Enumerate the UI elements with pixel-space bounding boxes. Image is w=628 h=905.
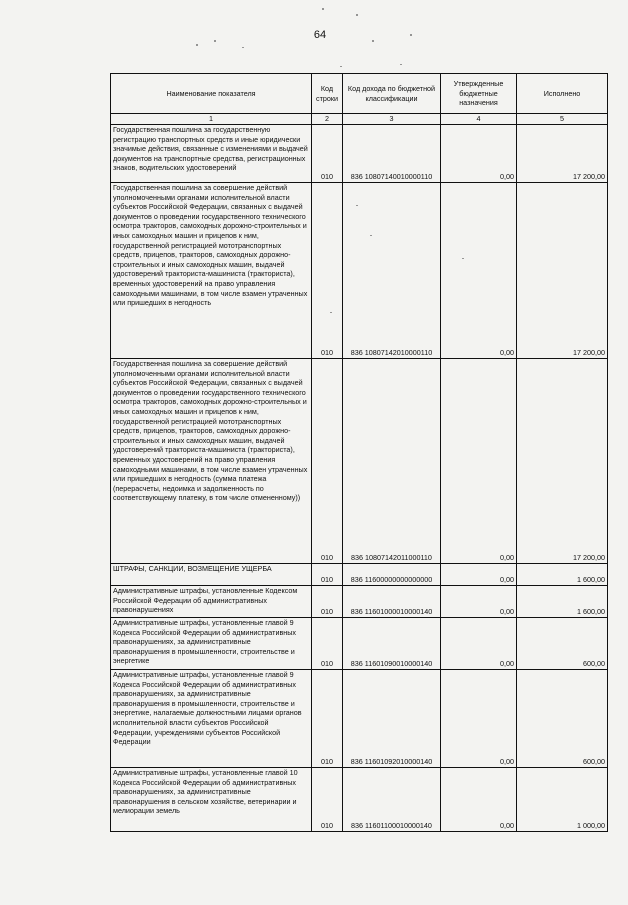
row-name: Государственная пошлина за совершение действий уполномоченными органами исполнительной власти субъектов Российской Федерации, связанных с выдачей документов о проведении государственного технического осмотра тракторов, самоходных дорожно-строительных и иных самоходных машин и прицепов к ним, государственной регистрацией мототранспортных средств, прицепов, тракторов, самоходных дорожно-строительных и иных самоходных машин, выдачей удостоверений тракториста-машиниста (тракториста), временных удостоверений на право управления самоходными машинами, в том числе взамен утраченных или пришедших в негодность — [111, 183, 312, 359]
row-code: 010 — [312, 670, 343, 768]
row-kbk: 836 10807140010000110 — [343, 125, 441, 183]
row-name: Государственная пошлина за совершение действий уполномоченными органами исполнительной власти субъектов Российской Федерации, связанных с выдачей документов о проведении государственного технического осмотра тракторов, самоходных дорожно-строительных и иных самоходных машин и прицепов к ним, государственной регистрацией мототранспортных средств, прицепов, тракторов, самоходных дорожно-строительных и иных самоходных машин, выдачей удостоверений тракториста-машиниста (тракториста), временных удостоверений на право управления самоходными машинами, в том числе взамен утраченных или пришедших в негодность (сумма платежа (перерасчеты, недоимка и задолженность по соответствующему платежу, в том числе отмененному)) — [111, 359, 312, 564]
table-row — [111, 586, 608, 618]
row-code: 010 — [312, 183, 343, 359]
row-plan: 0,00 — [441, 359, 517, 564]
column-number: 2 — [312, 114, 343, 125]
row-code: 010 — [312, 586, 343, 618]
row-name: Административные штрафы, установленные главой 10 Кодекса Российской Федерации об административных правонарушениях, за административные правонарушения в сельском хозяйстве, ветеринарии и мелиорации земель — [111, 768, 312, 832]
column-number-row — [111, 114, 608, 125]
row-plan: 0,00 — [441, 125, 517, 183]
row-kbk: 836 11601000010000140 — [343, 586, 441, 618]
row-plan: 0,00 — [441, 564, 517, 586]
row-code: 010 — [312, 125, 343, 183]
table-row — [111, 618, 608, 670]
row-kbk: 836 10807142011000110 — [343, 359, 441, 564]
row-exec: 17 200,00 — [517, 125, 608, 183]
row-plan: 0,00 — [441, 670, 517, 768]
header-income-code: Код дохода по бюджетной классификации — [343, 74, 441, 114]
row-code: 010 — [312, 618, 343, 670]
column-number: 5 — [517, 114, 608, 125]
row-code: 010 — [312, 359, 343, 564]
row-plan: 0,00 — [441, 586, 517, 618]
row-exec: 600,00 — [517, 670, 608, 768]
row-name: Административные штрафы, установленные главой 9 Кодекса Российской Федерации об административных правонарушениях, за административные правонарушения в промышленности, строительстве и энергетике, налагаемые должностными лицами органов исполнительной власти субъектов Российской Федерации, учреждениями субъектов Российской Федерации — [111, 670, 312, 768]
row-plan: 0,00 — [441, 768, 517, 832]
row-exec: 600,00 — [517, 618, 608, 670]
row-plan: 0,00 — [441, 618, 517, 670]
table-row — [111, 564, 608, 586]
header-name: Наименование показателя — [111, 74, 312, 114]
header-approved: Утвержденные бюджетные назначения — [441, 74, 517, 114]
column-number: 1 — [111, 114, 312, 125]
row-exec: 17 200,00 — [517, 183, 608, 359]
header-row — [111, 74, 608, 114]
row-code: 010 — [312, 564, 343, 586]
header-executed: Исполнено — [517, 74, 608, 114]
table-row — [111, 183, 608, 359]
row-plan: 0,00 — [441, 183, 517, 359]
table-row — [111, 670, 608, 768]
row-kbk: 836 11601092010000140 — [343, 670, 441, 768]
row-name: Государственная пошлина за государственную регистрацию транспортных средств и иные юридически значимые действия, связанные с изменениями и выдачей документов на транспортные средства, регистрационных знаков, водительских удостоверений — [111, 125, 312, 183]
row-name: Административные штрафы, установленные главой 9 Кодекса Российской Федерации об административных правонарушениях, за административные правонарушения в промышленности, строительстве и энергетике — [111, 618, 312, 670]
table-row — [111, 768, 608, 832]
row-exec: 17 200,00 — [517, 359, 608, 564]
row-exec: 1 600,00 — [517, 586, 608, 618]
row-name: ШТРАФЫ, САНКЦИИ, ВОЗМЕЩЕНИЕ УЩЕРБА — [111, 564, 312, 586]
table-row — [111, 125, 608, 183]
row-kbk: 836 11600000000000000 — [343, 564, 441, 586]
row-name: Административные штрафы, установленные Кодексом Российской Федерации об административных правонарушениях — [111, 586, 312, 618]
row-kbk: 836 10807142010000110 — [343, 183, 441, 359]
row-kbk: 836 11601100010000140 — [343, 768, 441, 832]
row-exec: 1 000,00 — [517, 768, 608, 832]
page-number: 64 — [313, 29, 327, 41]
column-number: 3 — [343, 114, 441, 125]
table-row — [111, 359, 608, 564]
header-row-code: Код строки — [312, 74, 343, 114]
row-kbk: 836 11601090010000140 — [343, 618, 441, 670]
row-exec: 1 600,00 — [517, 564, 608, 586]
row-code: 010 — [312, 768, 343, 832]
column-number: 4 — [441, 114, 517, 125]
budget-table — [110, 73, 608, 832]
